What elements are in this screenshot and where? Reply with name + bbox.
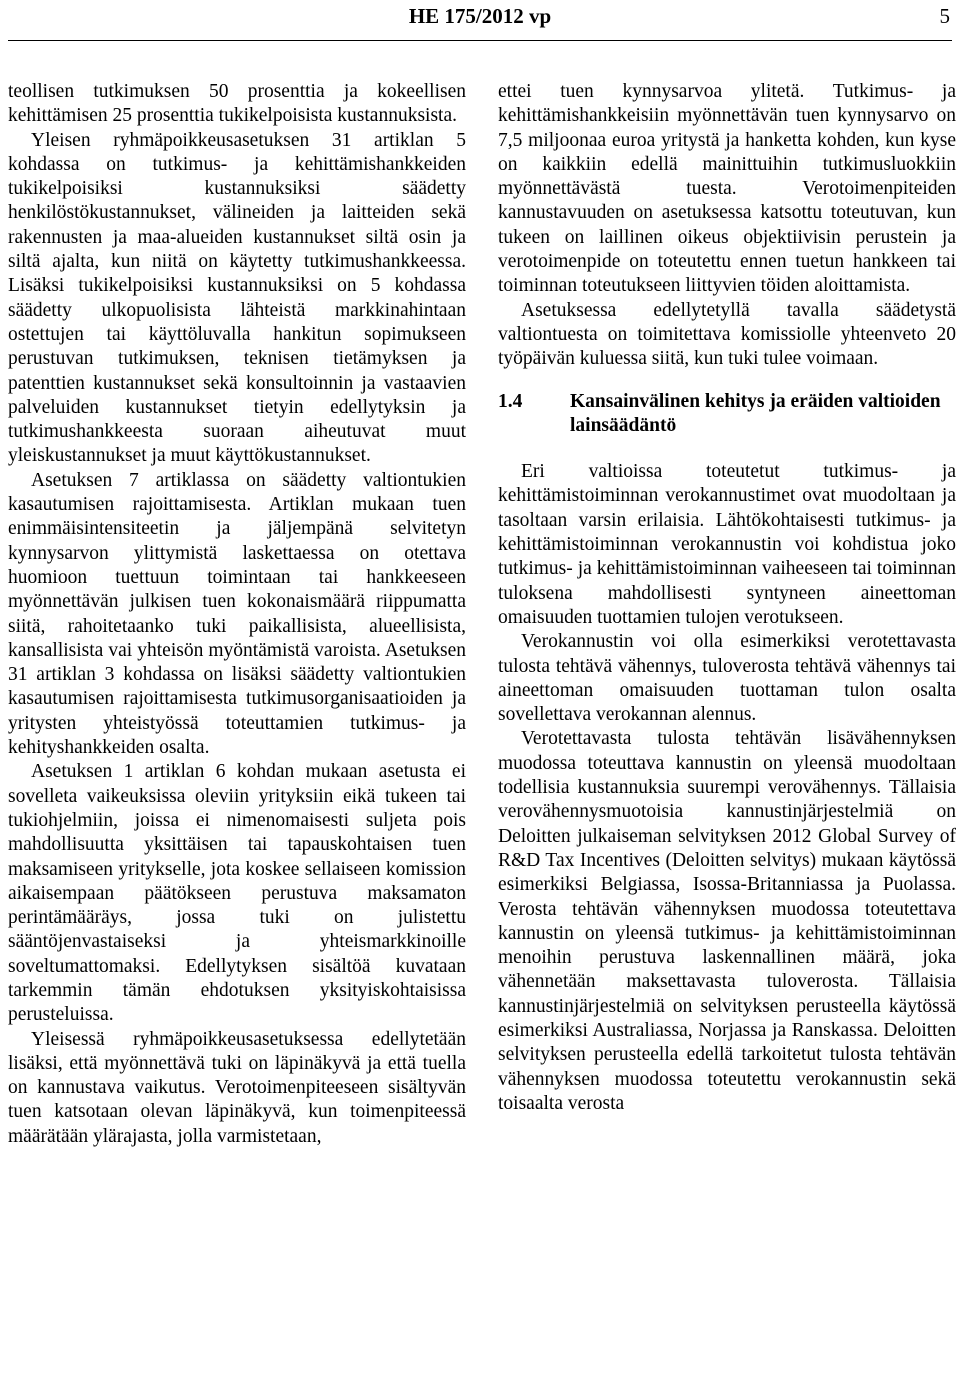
paragraph: Verokannustin voi olla esimerkiksi verotettavasta tulosta tehtävä vähennys, tuloverosta tehtävä vähennys tai aineettoman omaisuuden tuottaman tulon osalta sovellettava verokannan alennus. <box>498 631 956 726</box>
paragraph: Asetuksen 7 artiklassa on säädetty valtiontukien kasautumisen rajoittamisesta. Artiklan mukaan tuen enimmäisintensiteetin ja jäljempänä selvitetyn kynnysarvon ylittymistä laskettaessa on otettava huomioon tuettuun toimintaan tai hankkeeseen myönnettävän julkisen tuen kokonaismäärä riippumatta siitä, rahoitetaanko tuki paikallisista, alueellisista, kansallisista vai yhteisön myöntämistä varoista. Asetuksen 31 artiklan 3 kohdassa on lisäksi säädetty valtiontukien kasautumisen rajoittamisesta tutkimusorganisaatioiden ja yritysten yhteistyössä toteuttamien tutkimus- ja kehityshankkeiden osalta. <box>8 469 466 759</box>
section-number: 1.4 <box>498 390 523 412</box>
section-heading <box>498 390 956 439</box>
paragraph: teollisen tutkimuksen 50 prosenttia ja kokeellisen kehittämisen 25 prosenttia tukikelpoisista kustannuksista. <box>8 81 466 127</box>
page-header <box>0 0 960 44</box>
paragraph: Verotettavasta tulosta tehtävän lisävähennyksen muodossa toteuttava kannustin on yleensä muodoltaan todellisia kustannuksia suurempi verovähennys. Tällaisia verovähennysmuotoisia kannustinjärjestelmiä on Deloitten julkaiseman selvityksen 2012 Global Survey of R&D Tax Incentives (Deloitten selvitys) mukaan käytössä esimerkiksi Belgiassa, Isossa-Britanniassa ja Puolassa. Verosta tehtävän vähennyksen muodossa toteutettava kannustin on yleensä tutkimus- ja kehittämistoiminnan menoihin perustuva laskennallinen määrä, joka vähennetään maksettavasta tuloverosta. Tällaisia kannustinjärjestelmiä on selvityksen perusteella käytössä esimerkiksi Australiassa, Norjassa ja Ranskassa. Deloitten selvityksen perusteella edellä tarkoitetut tulosta tehtävän vähennyksen muodossa toteutettu verokannustin sekä toisaalta verosta <box>498 728 956 1114</box>
header-rule <box>8 40 952 41</box>
paragraph: Yleisen ryhmäpoikkeusasetuksen 31 artiklan 5 kohdassa on tutkimus- ja kehittämishankkeiden tukikelpoisiksi kustannuksiksi säädetty henkilöstökustannukset, välineiden ja laitteiden sekä rakennusten ja maa-alueiden kustannukset siltä osin ja siltä ajalta, kun niitä on käytetty tutkimushankkeessa. Lisäksi tukikelpoisiksi kustannuksiksi on 5 kohdassa säädetty ulkopuolisista lähteistä markkinahintaan ostettujen tai käyttöluvalla hankitun sopimukseen perustuvan tutkimuksen, teknisen tietämyksen ja patenttien kustannukset sekä konsultoinnin ja vastaavien palveluiden kustannukset tietyin edellytyksin ja tutkimushankkeesta suoraan aiheutuvat muut yleiskustannukset ja muut käyttökustannukset. <box>8 129 466 467</box>
left-column <box>8 80 466 1149</box>
document-id: HE 175/2012 vp <box>408 4 552 28</box>
paragraph: Yleisessä ryhmäpoikkeusasetuksessa edellytetään lisäksi, että myönnettävä tuki on läpinäkyvä ja että tuella on kannustava vaikutus. Verotoimenpiteeseen sisältyvän tuen katsotaan olevan läpinäkyvä, kun toimenpiteessä määrätään ylärajasta, jolla varmistetaan, <box>8 1028 466 1147</box>
right-column <box>498 80 956 1116</box>
paragraph: Eri valtioissa toteutetut tutkimus- ja kehittämistoiminnan verokannustimet ovat muodoltaan ja tasoltaan varsin erilaisia. Lähtökohtaisesti tutkimus- ja kehittämistoiminnan verokannustin voi kohdistua joko tutkimus- ja kehittämistoiminnan vaiheeseen tai toiminnan tuloksena mahdollisesti syntyneen aineettoman omaisuuden tuottamien tulojen verotukseen. <box>498 461 956 628</box>
paragraph: ettei tuen kynnysarvoa ylitetä. Tutkimus- ja kehittämishankkeisiin myönnettävän tuen kynnysarvo on 7,5 miljoonaa euroa yritystä ja hanketta kohden, kun kyse on kaikkiin edellä mainittuihin tutkimusluokkiin myönnettävästä tuesta. Verotoimenpiteiden kannustavuuden on asetuksessa katsottu toteutuvan, kun tukeen on laillinen oikeus objektiivisin perustein ja verotoimenpide on toteutettu ennen tuetun hankkeen tai toiminnan toteutukseen liittyvien töiden aloittamista. <box>498 81 956 297</box>
section-title: Kansainvälinen kehitys ja eräiden valtioiden lainsäädäntö <box>570 390 941 436</box>
paragraph: Asetuksen 1 artiklan 6 kohdan mukaan asetusta ei sovelleta vaikeuksissa oleviin yrityksiin eikä tukeen tai tukiohjelmiin, joissa ei nimenomaisesti suljeta pois mahdollisuutta yksittäisen tai tapauskohtaisen tuen maksamiseen yritykselle, jota koskee sellaiseen komission aikaisempaan päätökseen perustuva maksamaton perintämääräys, jossa tuki on julistettu sääntöjenvastaiseksi ja yhteismarkkinoille soveltumattomaksi. Edellytyksen sisältöä kuvataan tarkemmin tämän ehdotuksen yksityiskohtaisissa perusteluissa. <box>8 761 466 1026</box>
paragraph: Asetuksessa edellytetyllä tavalla säädetystä valtiontuesta on toimitettava komissiolle yhteenveto 20 työpäivän kuluessa siitä, kun tuki tulee voimaan. <box>498 299 956 370</box>
page-number: 5 <box>939 4 950 28</box>
